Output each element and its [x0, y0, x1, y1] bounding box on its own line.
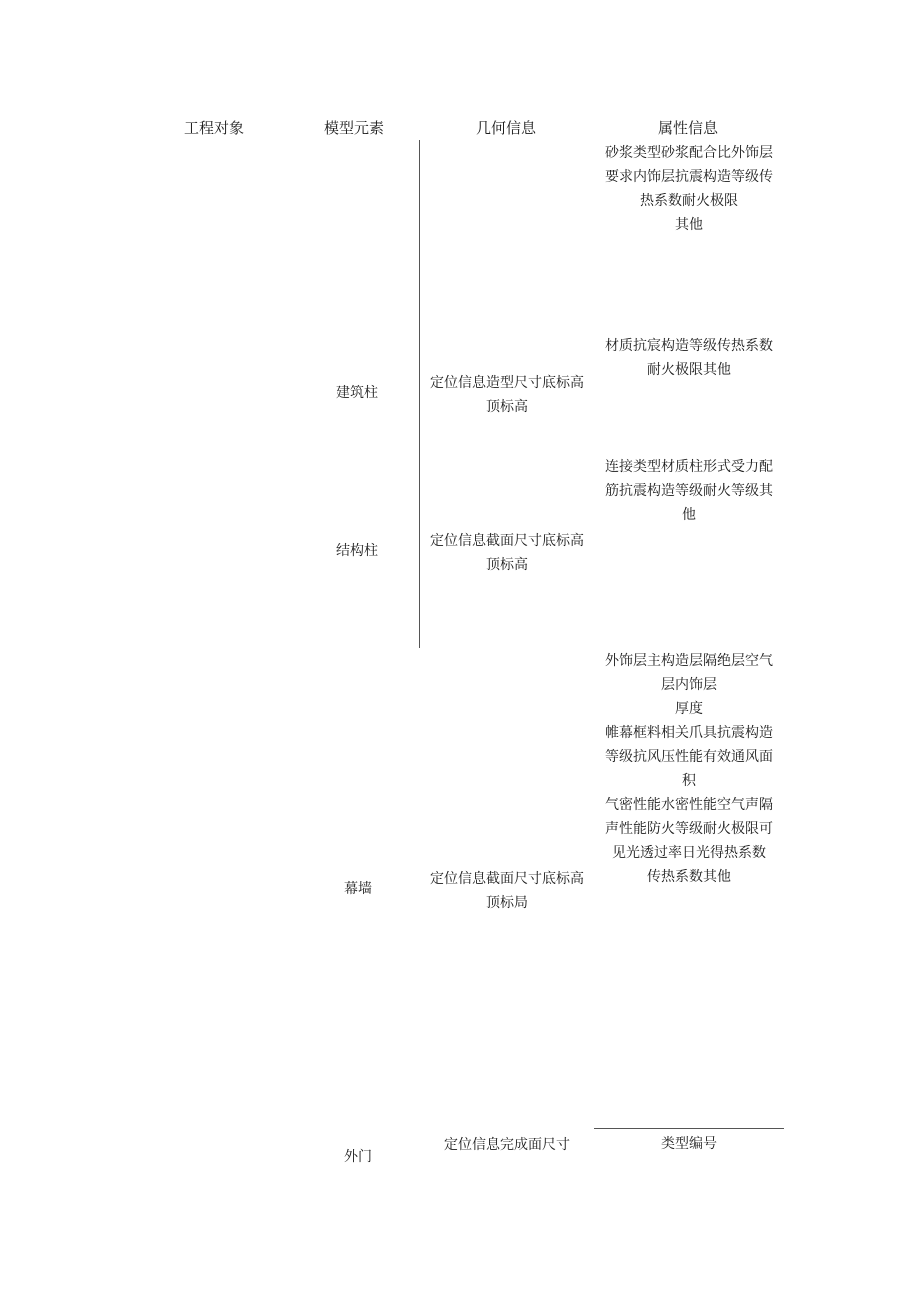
element-architectural-column: 建筑柱 — [336, 385, 378, 401]
attribute-line: 见光透过率日光得热系数 — [612, 845, 766, 861]
row-4-geometry — [420, 1133, 594, 1157]
attribute-line: 砂浆类型砂浆配合比外饰层 — [605, 145, 773, 161]
row-4-attributes — [594, 1132, 784, 1156]
row-3-attributes — [594, 649, 784, 889]
geometry-line: 顶标高 — [486, 557, 528, 573]
geometry-line: 定位信息造型尺寸底标高 — [430, 375, 584, 391]
attribute-line: 外饰层主构造层隔绝层空气 — [605, 653, 773, 669]
geometry-line: 顶标局 — [486, 895, 528, 911]
row-1-attributes — [594, 334, 784, 382]
attribute-line: 厚度 — [675, 701, 703, 717]
element-structural-column: 结构柱 — [336, 543, 378, 559]
attribute-line: 类型编号 — [661, 1136, 717, 1152]
attribute-line: 筋抗震构造等级耐火等级其 — [605, 483, 773, 499]
attribute-line: 积 — [682, 773, 696, 789]
geometry-line: 定位信息截面尺寸底标高 — [430, 871, 584, 887]
attribute-line: 声性能防火等级耐火极限可 — [605, 821, 773, 837]
attribute-line: 帷幕框料相关爪具抗震构造 — [605, 725, 773, 741]
attribute-line: 其他 — [675, 217, 703, 233]
geometry-line: 定位信息完成面尺寸 — [444, 1137, 570, 1153]
header-project-object: 工程对象 — [184, 119, 245, 137]
header-attribute-info: 属性信息 — [658, 119, 719, 137]
attribute-line: 层内饰层 — [661, 677, 717, 693]
row-2-geometry — [420, 529, 594, 577]
attribute-line: 连接类型材质柱形式受力配 — [605, 459, 773, 475]
element-exterior-door: 外门 — [344, 1149, 372, 1165]
attribute-line: 耐火极限其他 — [647, 362, 731, 378]
attribute-line: 等级抗风压性能有效通风面 — [605, 749, 773, 765]
attribute-line: 材质抗宸构造等级传热系数 — [605, 338, 773, 354]
attribute-line: 要求内饰层抗震构造等级传 — [605, 169, 773, 185]
row-0-attributes — [594, 141, 784, 237]
element-curtain-wall: 幕墙 — [344, 881, 372, 897]
header-geometry-info: 几何信息 — [476, 119, 537, 137]
geometry-line: 定位信息截面尺寸底标高 — [430, 533, 584, 549]
attribute-line: 气密性能水密性能空气声隔 — [605, 797, 773, 813]
attribute-line: 传热系数其他 — [647, 869, 731, 885]
row-3-geometry — [420, 867, 594, 915]
row-divider — [594, 1128, 784, 1129]
attribute-line: 热系数耐火极限 — [640, 193, 738, 209]
row-2-attributes — [594, 455, 784, 527]
header-model-element: 模型元素 — [324, 119, 385, 137]
attribute-line: 他 — [682, 507, 696, 523]
geometry-line: 顶标高 — [486, 399, 528, 415]
row-1-geometry — [420, 371, 594, 419]
